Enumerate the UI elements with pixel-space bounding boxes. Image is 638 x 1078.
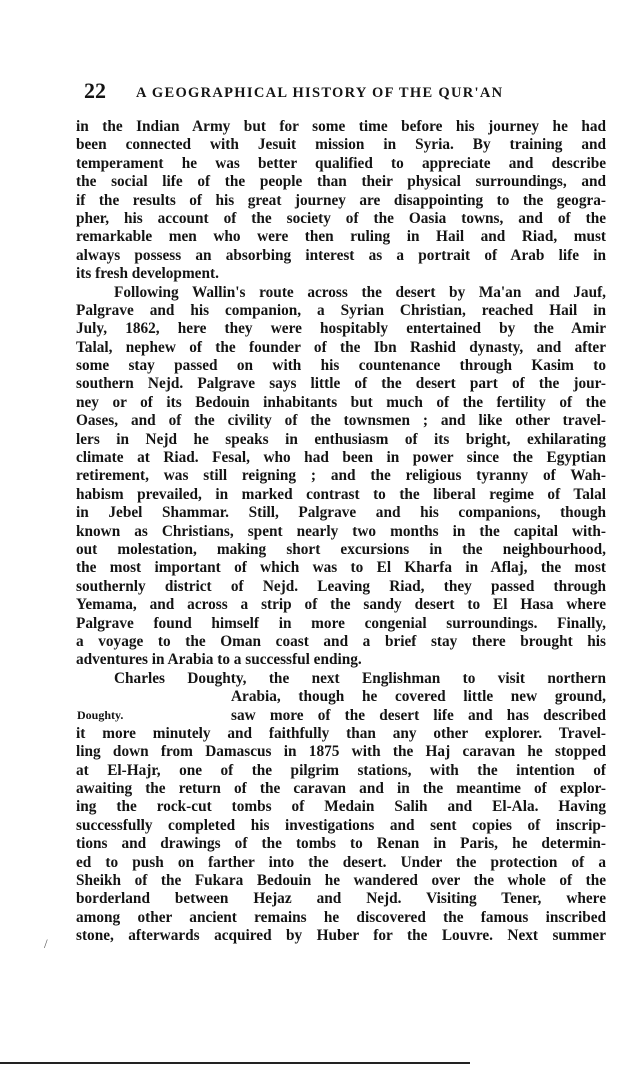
- text-line: Sheikh of the Fukara Bedouin he wandered over the whole of the: [76, 872, 606, 890]
- page-header: [84, 78, 556, 104]
- text-line: lers in Nejd he speaks in enthusiasm of its bright, exhilarating: [76, 430, 606, 448]
- text-line: stone, afterwards acquired by Huber for the Louvre. Next summer: [76, 927, 606, 945]
- text-line: been connected with Jesuit mission in Syria. By training and: [76, 136, 606, 154]
- text-line: the most important of which was to El Kharfa in Aflaj, the most: [76, 559, 606, 577]
- text-line: known as Christians, spent nearly two months in the capital with-: [76, 522, 606, 540]
- text-line: among other ancient remains he discovered the famous inscribed: [76, 908, 606, 926]
- text-line: remarkable men who were then ruling in Hail and Riad, must: [76, 228, 606, 246]
- text-line: Talal, nephew of the founder of the Ibn Rashid dynasty, and after: [76, 338, 606, 356]
- page-number: 22: [84, 78, 106, 103]
- text-line: always possess an absorbing interest as a portrait of Arab life in: [76, 246, 606, 264]
- text-line: ed to push on farther into the desert. Under the protection of a: [76, 853, 606, 871]
- text-line: borderland between Hejaz and Nejd. Visiting Tener, where: [76, 890, 606, 908]
- text-line: Yemama, and across a strip of the sandy desert to El Hasa where: [76, 596, 606, 614]
- text-line: pher, his account of the society of the Oasia towns, and of the: [76, 209, 606, 227]
- text-line: successfully completed his investigations and sent copies of inscrip-: [76, 816, 606, 834]
- margin-note: Doughty.: [77, 708, 124, 722]
- text-line: awaiting the return of the caravan and in the meantime of explor-: [76, 780, 606, 798]
- text-line: southernly district of Nejd. Leaving Riad, they passed through: [76, 577, 606, 595]
- text-line: Charles Doughty, the next Englishman to visit northern: [114, 669, 606, 687]
- text-line: retirement, was still reigning ; and the religious tyranny of Wah-: [76, 467, 606, 485]
- text-line: Oases, and of the civility of the townsmen ; and like other travel-: [76, 412, 606, 430]
- text-line: ing the rock-cut tombs of Medain Salih and El-Ala. Having: [76, 798, 606, 816]
- text-line: in the Indian Army but for some time before his journey he had: [76, 118, 606, 135]
- text-line: climate at Riad. Fesal, who had been in power since the Egyptian: [76, 449, 606, 467]
- text-line: Palgrave found himself in more congenial surroundings. Finally,: [76, 614, 606, 632]
- text-line: Palgrave and his companion, a Syrian Christian, reached Hail in: [76, 301, 606, 319]
- stray-mark: /: [44, 936, 48, 951]
- body-text: [76, 118, 606, 946]
- text-line: tions and drawings of the tombs to Renan in Paris, he determin-: [76, 835, 606, 853]
- text-line: Following Wallin's route across the desert by Ma'an and Jauf,: [114, 283, 606, 301]
- text-line: adventures in Arabia to a successful ending.: [76, 651, 362, 669]
- text-line: some stay passed on with his countenance through Kasim to: [76, 357, 606, 375]
- page-bottom-rule: [0, 1062, 470, 1064]
- text-line: temperament he was better qualified to appreciate and describe: [76, 154, 606, 172]
- text-line: southern Nejd. Palgrave says little of the desert part of the jour-: [76, 375, 606, 393]
- text-line: ney or of its Bedouin inhabitants but much of the fertility of the: [76, 393, 606, 411]
- text-line: a voyage to the Oman coast and a brief stay there brought his: [76, 632, 606, 650]
- text-line: its fresh development.: [76, 265, 219, 283]
- text-line: the social life of the people than their physical surroundings, and: [76, 173, 606, 191]
- text-line: saw more of the desert life and has described: [231, 706, 606, 724]
- text-line: July, 1862, here they were hospitably entertained by the Amir: [76, 320, 606, 338]
- text-line: Arabia, though he covered little new ground,: [231, 688, 606, 706]
- text-line: in Jebel Shammar. Still, Palgrave and his companions, though: [76, 504, 606, 522]
- text-line: at El-Hajr, one of the pilgrim stations, with the intention of: [76, 761, 606, 779]
- text-line: ling down from Damascus in 1875 with the Haj caravan he stopped: [76, 743, 606, 761]
- text-line: it more minutely and faithfully than any other explorer. Travel-: [76, 724, 606, 742]
- text-line: if the results of his great journey are disappointing to the geogra-: [76, 191, 606, 209]
- text-line: habism prevailed, in marked contrast to the liberal regime of Talal: [76, 485, 606, 503]
- text-line: out molestation, making short excursions in the neighbourhood,: [76, 540, 606, 558]
- running-title: A GEOGRAPHICAL HISTORY OF THE QUR'AN: [136, 85, 504, 101]
